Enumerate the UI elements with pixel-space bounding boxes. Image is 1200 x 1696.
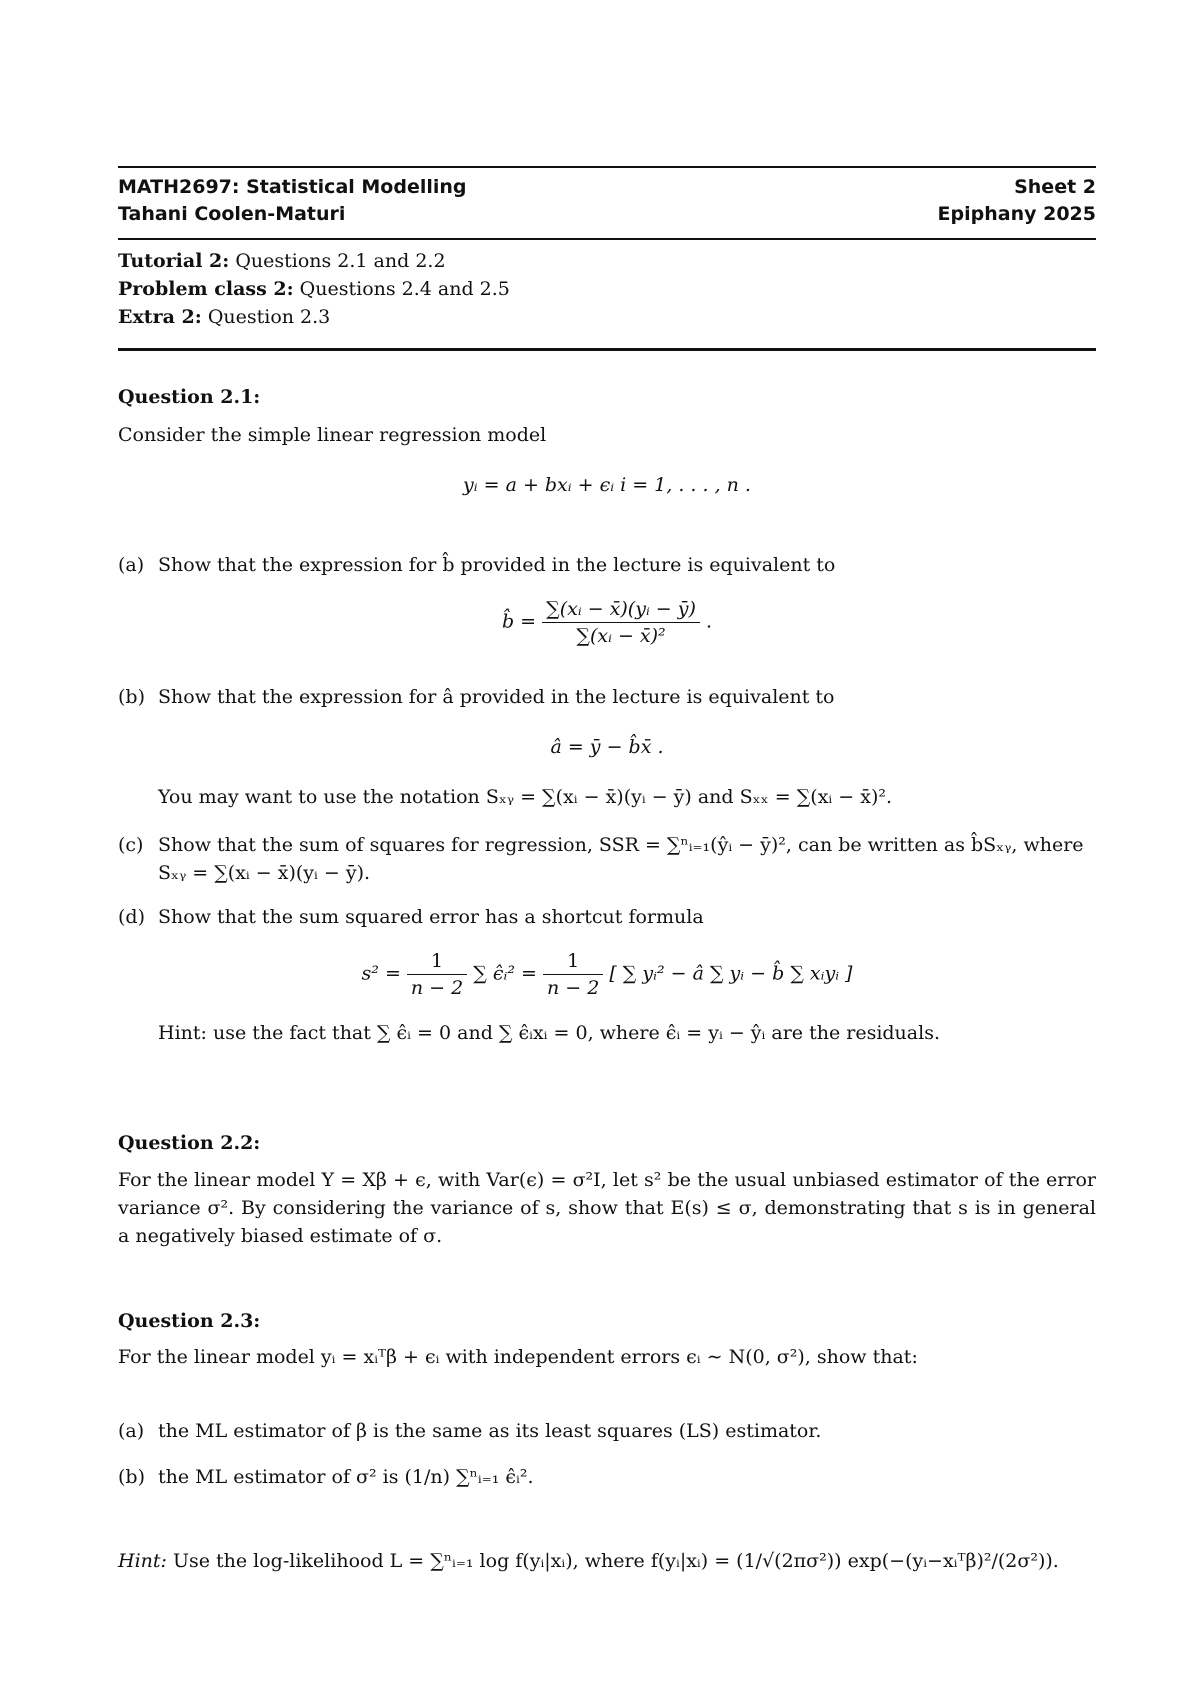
schedule-tutorial xyxy=(118,250,446,272)
q21a-text: Show that the expression for b̂ provided in the lecture is equivalent to xyxy=(158,554,836,576)
q21-title: Question 2.1: xyxy=(118,386,261,408)
q22-text: For the linear model Y = Xβ + ϵ, with Var(ϵ) = σ²I, let s² be the usual unbiased estimator of the error variance σ². By considering the variance of s, show that E(s) ≤ σ, demonstrating that s is in general a negatively biased estimate of σ. xyxy=(118,1169,1096,1247)
q21b-label: (b) xyxy=(118,686,145,708)
problem-class-text: Questions 2.4 and 2.5 xyxy=(299,278,510,300)
sheet-number: Sheet 2 xyxy=(1014,176,1096,198)
q21c-text-line1: Show that the sum of squares for regression, SSR = ∑ⁿᵢ₌₁(ŷᵢ − ȳ)², can be written as b̂Sₓᵧ, where xyxy=(158,834,1084,856)
header-bottom-rule xyxy=(118,238,1096,240)
header-row-2 xyxy=(118,203,1096,225)
q21c xyxy=(118,834,1084,856)
q21c-label: (c) xyxy=(118,834,144,856)
q23b-label: (b) xyxy=(118,1466,145,1488)
q21a-denominator: ∑(xᵢ − x̄)² xyxy=(576,625,666,647)
author-name: Tahani Coolen-Maturi xyxy=(118,203,346,225)
q23-hint-text: Use the log-likelihood L = ∑ⁿᵢ₌₁ log f(yᵢ|xᵢ), where f(yᵢ|xᵢ) = (1/√(2πσ²)) exp(−(yᵢ−xᵢᵀβ)²/(2σ²)). xyxy=(172,1550,1059,1572)
q21b-equation: â = ȳ − b̂x̄ . xyxy=(550,736,664,758)
q22-title: Question 2.2: xyxy=(118,1132,261,1154)
q21d-text: Show that the sum squared error has a shortcut formula xyxy=(158,906,704,928)
q21d-frac2-num: 1 xyxy=(543,950,603,975)
tutorial-label: Tutorial 2: xyxy=(118,250,230,272)
extra-label: Extra 2: xyxy=(118,306,202,328)
q21d xyxy=(118,906,704,928)
q21a-label: (a) xyxy=(118,554,145,576)
q21a xyxy=(118,554,835,576)
q23b-text: the ML estimator of σ² is (1/n) ∑ⁿᵢ₌₁ ϵ̂ᵢ². xyxy=(158,1466,534,1488)
q21b xyxy=(118,686,835,708)
q21b-text: Show that the expression for â provided in the lecture is equivalent to xyxy=(158,686,835,708)
q21d-equation xyxy=(118,950,1096,999)
q21c-text-line2: Sₓᵧ = ∑(xᵢ − x̄)(yᵢ − ȳ). xyxy=(158,862,371,884)
header-top-rule xyxy=(118,166,1096,168)
q23-hint-label: Hint: xyxy=(118,1550,167,1572)
q21d-frac2-den: n − 2 xyxy=(546,977,600,999)
schedule-rule xyxy=(118,348,1096,351)
q23-title: Question 2.3: xyxy=(118,1310,261,1332)
q21d-rhs: [ ∑ yᵢ² − â ∑ yᵢ − b̂ ∑ xᵢyᵢ ] xyxy=(609,962,853,985)
q21a-fraction xyxy=(542,598,700,647)
header-row-1 xyxy=(118,176,1096,198)
q21-intro: Consider the simple linear regression model xyxy=(118,424,547,446)
q23a xyxy=(118,1420,821,1442)
q21a-lhs: b̂ = xyxy=(501,610,537,633)
schedule-problem-class xyxy=(118,278,510,300)
q21d-frac1-num: 1 xyxy=(407,950,467,975)
schedule-extra xyxy=(118,306,330,328)
q21d-fraction-2 xyxy=(543,950,603,999)
course-title: MATH2697: Statistical Modelling xyxy=(118,176,467,198)
q23b xyxy=(118,1466,534,1488)
q21d-label: (d) xyxy=(118,906,145,928)
term-label: Epiphany 2025 xyxy=(937,203,1096,225)
q21-model-equation: yᵢ = a + bxᵢ + ϵᵢ i = 1, . . . , n . xyxy=(463,474,751,496)
q23-intro: For the linear model yᵢ = xᵢᵀβ + ϵᵢ with independent errors ϵᵢ ∼ N(0, σ²), show that: xyxy=(118,1346,918,1368)
q21a-equation xyxy=(118,598,1096,647)
q23a-label: (a) xyxy=(118,1420,145,1442)
tutorial-text: Questions 2.1 and 2.2 xyxy=(235,250,446,272)
extra-text: Question 2.3 xyxy=(207,306,331,328)
q21d-frac1-den: n − 2 xyxy=(410,977,464,999)
q21a-numerator: ∑(xᵢ − x̄)(yᵢ − ȳ) xyxy=(542,598,700,623)
q21d-middle: ∑ ϵ̂ᵢ² = xyxy=(473,962,537,985)
problem-class-label: Problem class 2: xyxy=(118,278,294,300)
q21a-end: . xyxy=(705,610,713,633)
q23a-text: the ML estimator of β is the same as its least squares (LS) estimator. xyxy=(158,1420,822,1442)
q21d-hint: Hint: use the fact that ∑ ϵ̂ᵢ = 0 and ∑ ϵ̂ᵢxᵢ = 0, where ϵ̂ᵢ = yᵢ − ŷᵢ are the residuals. xyxy=(158,1022,940,1044)
q23-hint xyxy=(118,1550,1059,1572)
q21b-note: You may want to use the notation Sₓᵧ = ∑(xᵢ − x̄)(yᵢ − ȳ) and Sₓₓ = ∑(xᵢ − x̄)². xyxy=(158,786,893,808)
q21d-fraction-1 xyxy=(407,950,467,999)
q21d-lhs: s² = xyxy=(361,962,401,985)
